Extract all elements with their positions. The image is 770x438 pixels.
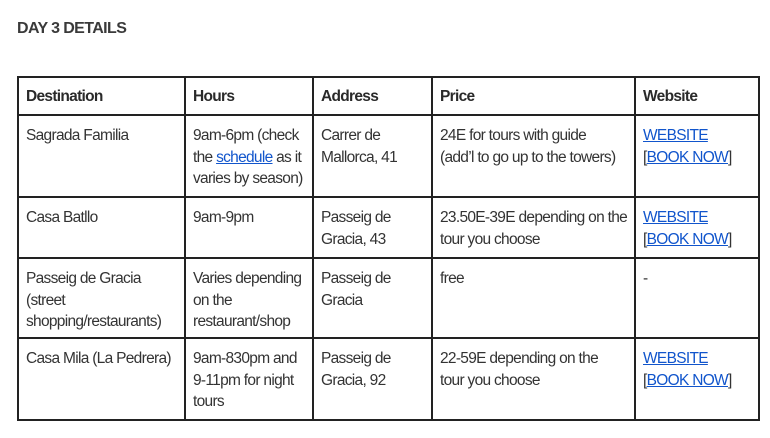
address-text: Passeig de bbox=[321, 350, 391, 367]
price-text: 24E for tours with guide bbox=[440, 127, 587, 144]
price-cell bbox=[432, 258, 635, 338]
header-hours: Hours bbox=[185, 77, 313, 115]
hours-text: 9-11pm for night bbox=[193, 371, 294, 389]
hours-text: 9am-830pm and bbox=[193, 350, 297, 367]
destination-cell bbox=[18, 338, 185, 420]
table-row bbox=[18, 197, 759, 258]
header-price: Price bbox=[432, 77, 635, 115]
destination-text: Casa Mila (La Pedrera) bbox=[26, 350, 171, 367]
hours-text: Varies depending bbox=[193, 270, 302, 287]
address-cell bbox=[313, 338, 432, 420]
address-cell bbox=[313, 115, 432, 197]
price-text: 23.50E-39E depending on the bbox=[440, 209, 628, 226]
hours-text: 9am-9pm bbox=[193, 209, 254, 226]
header-address: Address bbox=[313, 77, 432, 115]
destination-cell bbox=[18, 115, 185, 197]
bracket-text: [ bbox=[643, 148, 647, 166]
price-cell bbox=[432, 338, 635, 420]
address-text: Passeig de bbox=[321, 270, 391, 287]
destination-text: Passeig de Gracia bbox=[26, 270, 141, 287]
hours-cell bbox=[185, 197, 313, 258]
address-text: Gracia, 43 bbox=[321, 230, 386, 248]
book-now-link[interactable]: BOOK NOW bbox=[646, 371, 728, 389]
price-text: tour you choose bbox=[440, 230, 540, 248]
hours-text: tours bbox=[193, 393, 224, 410]
address-text: Mallorca, 41 bbox=[321, 148, 398, 166]
address-cell bbox=[313, 197, 432, 258]
bracket-text: ] bbox=[728, 230, 732, 248]
address-text: Gracia bbox=[321, 291, 363, 309]
table-header-row bbox=[18, 77, 759, 115]
destination-cell bbox=[18, 197, 185, 258]
hours-cell bbox=[185, 115, 313, 197]
hours-cell bbox=[185, 258, 313, 338]
price-cell bbox=[432, 115, 635, 197]
header-destination: Destination bbox=[18, 77, 185, 115]
website-cell bbox=[635, 338, 759, 420]
bracket-text: ] bbox=[728, 371, 732, 389]
bracket-text: [ bbox=[643, 230, 647, 248]
hours-text bbox=[193, 147, 306, 169]
hours-text: restaurant/shop bbox=[193, 313, 291, 330]
destination-text: Casa Batllo bbox=[26, 209, 98, 226]
website-cell bbox=[635, 115, 759, 197]
table-row bbox=[18, 258, 759, 338]
bracket-text: [ bbox=[643, 371, 647, 389]
destination-text: Sagrada Familia bbox=[26, 127, 129, 144]
hours-text: varies by season) bbox=[193, 170, 303, 187]
website-link[interactable]: WEBSITE bbox=[643, 350, 708, 367]
table-row bbox=[18, 115, 759, 197]
website-cell bbox=[635, 197, 759, 258]
bracket-text: ] bbox=[728, 148, 732, 166]
header-website: Website bbox=[635, 77, 759, 115]
book-now-link[interactable]: BOOK NOW bbox=[646, 230, 728, 248]
day-details-table bbox=[17, 76, 760, 421]
hours-cell bbox=[185, 338, 313, 420]
address-cell bbox=[313, 258, 432, 338]
address-text: Carrer de bbox=[321, 127, 381, 144]
destination-text: shopping/restaurants) bbox=[26, 313, 162, 330]
address-text: Gracia, 92 bbox=[321, 371, 386, 389]
price-text: tour you choose bbox=[440, 371, 540, 389]
website-link[interactable]: WEBSITE bbox=[643, 209, 708, 226]
website-cell bbox=[635, 258, 759, 338]
website-link[interactable]: WEBSITE bbox=[643, 127, 708, 144]
hours-text: on the bbox=[193, 291, 232, 309]
schedule-link[interactable]: schedule bbox=[216, 148, 273, 166]
book-now-link[interactable]: BOOK NOW bbox=[646, 148, 728, 166]
price-text: 22-59E depending on the bbox=[440, 350, 598, 367]
price-cell bbox=[432, 197, 635, 258]
website-text: - bbox=[643, 270, 648, 287]
destination-cell bbox=[18, 258, 185, 338]
price-text: free bbox=[440, 270, 464, 287]
price-text: (add’l to go up to the towers) bbox=[440, 148, 616, 166]
table-row bbox=[18, 338, 759, 420]
hours-text: the bbox=[193, 148, 217, 166]
section-title: DAY 3 DETAILS bbox=[17, 20, 127, 37]
destination-text: (street bbox=[26, 291, 66, 309]
address-text: Passeig de bbox=[321, 209, 391, 226]
hours-text: as it bbox=[272, 148, 302, 166]
hours-text: 9am-6pm (check bbox=[193, 127, 299, 144]
